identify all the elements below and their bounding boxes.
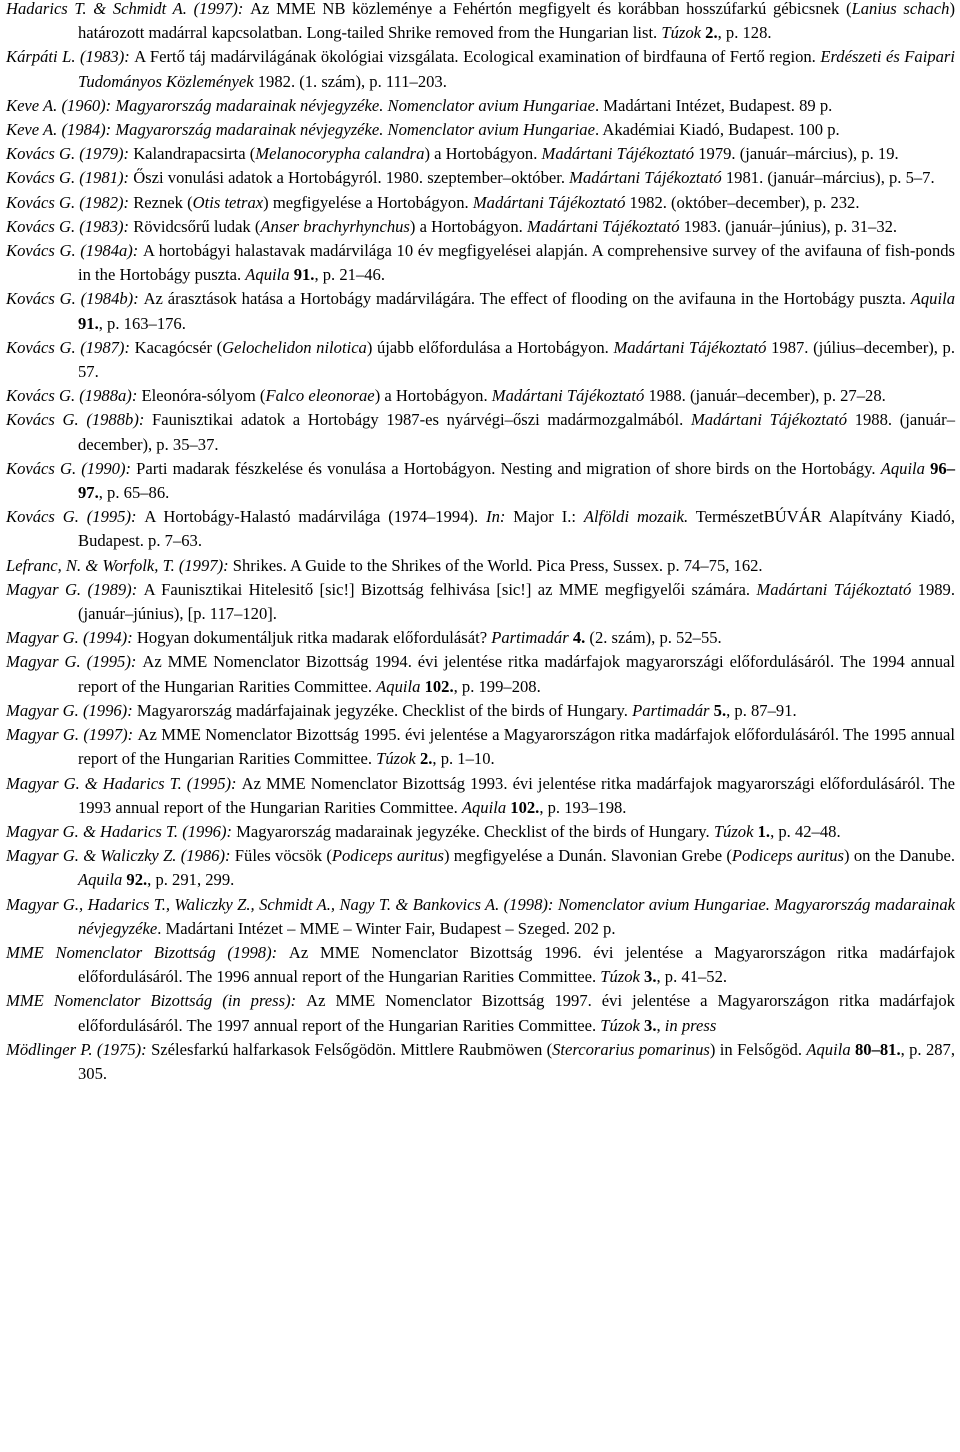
volume-number: 80–81. xyxy=(854,1039,901,1059)
italic-text: Madártani Tájékoztató xyxy=(541,144,699,164)
reference-text: , p. 193–198. xyxy=(539,797,627,817)
italic-text: Melanocorypha calandra xyxy=(255,144,425,164)
volume-number: 2. xyxy=(419,749,433,769)
volume-number: 102. xyxy=(510,797,540,817)
reference-text: , p. 128. xyxy=(717,23,772,43)
reference-text: Kalandrapacsirta ( xyxy=(133,144,256,164)
reference-text: Kacagócsér ( xyxy=(134,337,223,357)
italic-text: Madártani Tájékoztató xyxy=(756,579,918,599)
volume-number: 4. xyxy=(572,628,586,648)
italic-text: Stercorarius pomarinus xyxy=(552,1039,710,1059)
reference-text: Faunisztikai adatok a Hortobágy 1987-es nyárvégi–őszi madármozgalmából. xyxy=(152,410,691,430)
italic-text: Kovács G. (1979): xyxy=(6,144,134,164)
reference-entry xyxy=(6,820,955,844)
reference-entry xyxy=(6,94,955,118)
italic-text: Kovács G. (1990): xyxy=(6,458,137,478)
italic-text: Madártani Tájékoztató xyxy=(569,168,726,188)
reference-text: ) határozott madárral kapcsolatban. Long-tailed Shrike removed from the Hungarian list. xyxy=(78,0,955,43)
italic-text: Keve A. (1984): Magyarország madarainak névjegyzéke. Nomenclator avium Hungariae xyxy=(6,120,595,140)
volume-number: 91. xyxy=(78,313,99,333)
italic-text: Túzok xyxy=(600,967,645,987)
reference-entry xyxy=(6,578,955,626)
reference-text: , p. 1–10. xyxy=(432,749,495,769)
italic-text: Túzok xyxy=(376,749,420,769)
italic-text: Kovács G. (1984a): xyxy=(6,241,143,261)
reference-text: ) in Felsőgöd. xyxy=(709,1039,807,1059)
reference-text: (2. szám), p. 52–55. xyxy=(585,628,722,648)
reference-entry xyxy=(6,239,955,287)
reference-text: Az MME Nomenclator Bizottság 1996. évi jelentése a Magyarországon ritka madárfajok előfordulásáról. The 1996 annual report of the Hungarian Rarities Committee. xyxy=(78,942,956,987)
reference-text: Eleonóra-sólyom ( xyxy=(141,386,266,406)
italic-text: Kovács G. (1988a): xyxy=(6,386,142,406)
reference-entry xyxy=(6,45,955,93)
reference-text: Rövidcsőrű ludak ( xyxy=(133,216,261,236)
reference-text: . Madártani Intézet – MME – Winter Fair, Budapest – Szeged. 202 p. xyxy=(157,918,616,938)
reference-entry xyxy=(6,723,955,771)
italic-text: In: xyxy=(486,507,514,527)
italic-text: Kovács G. (1981): xyxy=(6,168,134,188)
italic-text: MME Nomenclator Bizottság (1998): xyxy=(6,942,289,962)
italic-text: Aquila xyxy=(910,289,955,309)
reference-text: Az MME Nomenclator Bizottság 1997. évi jelentése a Magyarországon ritka madárfajok előfordulásáról. The 1997 annual report of the Hungarian Rarities Committee. xyxy=(78,991,955,1035)
reference-text: Parti madarak fészkelése és vonulása a Hortobágyon. Nesting and migration of shore birds on the Hortobágy. xyxy=(136,458,881,478)
reference-text: A Hortobágy-Halastó madárvilága (1974–1994). xyxy=(144,507,487,527)
reference-entry xyxy=(6,772,955,820)
reference-text: ) a Hortobágyon. xyxy=(409,216,527,236)
reference-entry xyxy=(6,384,955,408)
reference-text: 1979. (január–március), p. 19. xyxy=(698,144,899,164)
reference-entry xyxy=(6,287,955,335)
reference-entry xyxy=(6,166,955,190)
reference-entry xyxy=(6,893,955,941)
reference-text: . Madártani Intézet, Budapest. 89 p. xyxy=(594,95,833,115)
italic-text: Magyar G. (1989): xyxy=(6,579,144,599)
reference-text: Major I.: xyxy=(513,507,584,527)
volume-number: 3. xyxy=(644,967,657,987)
reference-text: Az MME NB közleménye a Fehértón megfigyelt és korábban hosszúfarkú gébicsnek ( xyxy=(250,0,852,18)
reference-text: , p. 199–208. xyxy=(453,676,541,696)
italic-text: Túzok xyxy=(713,821,758,841)
italic-text: Madártani Tájékoztató xyxy=(526,216,684,236)
italic-text: Falco eleonorae xyxy=(265,386,375,406)
reference-text: , p. 287, 305. xyxy=(78,1039,955,1083)
reference-text: 1988. (január–december), p. 27–28. xyxy=(648,386,886,406)
italic-text: Kovács G. (1995): xyxy=(6,507,145,527)
reference-entry xyxy=(6,0,955,45)
italic-text: in press xyxy=(664,1015,717,1035)
reference-text: 1987. (július–december), p. 57. xyxy=(78,337,955,382)
reference-entry xyxy=(6,554,955,578)
italic-text: MME Nomenclator Bizottság (in press): xyxy=(6,991,307,1011)
reference-text: Az MME Nomenclator Bizottság 1994. évi jelentése ritka madárfajok magyarországi előfordulásáról. The 1994 annual report of the Hungarian Rarities Committee. xyxy=(78,652,955,696)
reference-text: , p. 87–91. xyxy=(726,700,797,720)
reference-text: 1988. (január–december), p. 35–37. xyxy=(78,410,955,454)
italic-text: Lanius schach xyxy=(851,0,950,18)
italic-text: Partimadár xyxy=(491,628,573,648)
italic-text: Podiceps auritus xyxy=(731,846,845,866)
reference-text: Magyarország madárfajainak jegyzéke. Checklist of the birds of Hungary. xyxy=(136,700,633,720)
reference-text: Őszi vonulási adatok a Hortobágyról. 1980. szeptember–október. xyxy=(133,168,570,188)
reference-text: , p. 42–48. xyxy=(770,821,841,841)
reference-text: Magyarország madarainak jegyzéke. Checklist of the birds of Hungary. xyxy=(236,821,714,841)
reference-text: ) megfigyelése a Dunán. Slavonian Grebe ( xyxy=(444,846,732,866)
italic-text: Anser brachyrhynchus xyxy=(260,216,410,236)
reference-text: TermészetBÚVÁR Alapítvány Kiadó, Budapest. p. 7–63. xyxy=(78,507,955,551)
reference-text: , p. 41–52. xyxy=(656,967,728,987)
reference-text: , p. 291, 299. xyxy=(147,870,235,890)
italic-text: Kovács G. (1984b): xyxy=(6,289,144,309)
italic-text: Aquila xyxy=(78,870,127,890)
italic-text: Aquila xyxy=(245,265,294,285)
italic-text: Kárpáti L. (1983): xyxy=(6,47,135,67)
italic-text: Túzok xyxy=(600,1015,645,1035)
reference-text: ) a Hortobágyon. xyxy=(424,144,542,164)
italic-text: Aquila xyxy=(376,676,425,696)
volume-number: 5. xyxy=(713,700,727,720)
italic-text: Magyar G. (1997): xyxy=(6,725,138,745)
reference-text: 1983. (január–június), p. 31–32. xyxy=(683,216,898,236)
reference-entry xyxy=(6,408,955,456)
reference-entry xyxy=(6,626,955,650)
reference-text: ) a Hortobágyon. xyxy=(374,386,492,406)
italic-text: Aquila xyxy=(880,458,931,478)
reference-text: Az MME Nomenclator Bizottság 1995. évi jelentése a Magyarországon ritka madárfajok előfordulásáról. The 1995 annual report of the Hungarian Rarities Committee. xyxy=(78,725,955,769)
reference-entry xyxy=(6,336,955,384)
reference-entry xyxy=(6,699,955,723)
italic-text: Magyar G. (1995): xyxy=(6,652,143,672)
reference-entry xyxy=(6,457,955,505)
italic-text: Madártani Tájékoztató xyxy=(472,192,630,212)
reference-text: A Faunisztikai Hitelesitő [sic!] Bizottság felhivása [sic!] az MME megfigyelői számára. xyxy=(143,579,757,599)
italic-text: Aquila xyxy=(461,797,511,817)
italic-text: Madártani Tájékoztató xyxy=(613,337,772,357)
italic-text: Hadarics T. & Schmidt A. (1997): xyxy=(6,0,251,18)
reference-entry xyxy=(6,191,955,215)
italic-text: Kovács G. (1987): xyxy=(6,337,135,357)
volume-number: 91. xyxy=(293,265,315,285)
italic-text: Magyar G. & Hadarics T. (1995): xyxy=(6,773,242,793)
reference-text: 1982. (október–december), p. 232. xyxy=(629,192,860,212)
reference-entry xyxy=(6,650,955,698)
volume-number: 2. xyxy=(705,23,718,43)
reference-text: ) újabb előfordulása a Hortobágyon. xyxy=(366,337,614,357)
italic-text: Keve A. (1960): Magyarország madarainak névjegyzéke. Nomenclator avium Hungariae xyxy=(6,95,595,115)
reference-text: Az árasztások hatása a Hortobágy madárvilágára. The effect of flooding on the avifauna in the Hortobágy puszta. xyxy=(143,289,911,309)
italic-text: Magyar G. & Hadarics T. (1996): xyxy=(6,821,237,841)
volume-number: 1. xyxy=(757,821,771,841)
reference-text: , p. 65–86. xyxy=(98,483,170,503)
italic-text: Erdészeti és Faipari Tudományos Közlemények xyxy=(78,47,955,91)
reference-entry xyxy=(6,844,955,892)
reference-text: 1989. (január–június), [p. 117–120]. xyxy=(78,579,955,624)
volume-number: 92. xyxy=(126,870,148,890)
reference-text: Shrikes. A Guide to the Shrikes of the World. Pica Press, Sussex. p. 74–75, 162. xyxy=(232,555,763,575)
volume-number: 102. xyxy=(424,676,454,696)
italic-text: Kovács G. (1982): xyxy=(6,192,134,212)
italic-text: Gelochelidon nilotica xyxy=(222,337,367,357)
reference-text: Reznek ( xyxy=(133,192,193,212)
italic-text: Aquila xyxy=(806,1039,855,1059)
reference-entry xyxy=(6,505,955,553)
italic-text: Magyar G., Hadarics T., Waliczky Z., Schmidt A., Nagy T. & Bankovics A. (1998): Nomenclator avium Hungariae. Magyarország madarainak névjegyzéke xyxy=(6,894,955,938)
italic-text: Lefranc, N. & Worfolk, T. (1997): xyxy=(6,555,233,575)
italic-text: Partimadár xyxy=(632,700,714,720)
italic-text: Mödlinger P. (1975): xyxy=(6,1039,152,1059)
reference-entry xyxy=(6,989,955,1037)
reference-text: ) megfigyelése a Hortobágyon. xyxy=(263,192,473,212)
reference-text: 1982. (1. szám), p. 111–203. xyxy=(257,71,447,91)
reference-text: . Akadémiai Kiadó, Budapest. 100 p. xyxy=(594,120,840,140)
reference-text: A hortobágyi halastavak madárvilága 10 év megfigyelései alapján. A comprehensive survey of the avifauna of fish-ponds in the Hortobágy puszta. xyxy=(78,241,955,285)
italic-text: Magyar G. & Waliczky Z. (1986): xyxy=(6,846,235,866)
reference-entry xyxy=(6,118,955,142)
reference-text: A Fertő táj madárvilágának ökológiai vizsgálata. Ecological examination of birdfauna of Fertő region. xyxy=(134,47,821,67)
italic-text: Podiceps auritus xyxy=(331,846,444,866)
reference-entry xyxy=(6,215,955,239)
reference-text: ) on the Danube. xyxy=(844,846,956,866)
italic-text: Madártani Tájékoztató xyxy=(491,386,649,406)
reference-text: 1981. (január–március), p. 5–7. xyxy=(725,168,935,188)
reference-entry xyxy=(6,941,955,989)
reference-entry xyxy=(6,1038,955,1086)
reference-text: Hogyan dokumentáljuk ritka madarak előfordulását? xyxy=(136,628,492,648)
volume-number: 3. xyxy=(644,1015,657,1035)
italic-text: Magyar G. (1996): xyxy=(6,700,137,720)
reference-text: Szélesfarkú halfarkasok Felsőgödön. Mittlere Raubmöwen ( xyxy=(151,1039,553,1059)
reference-text: , xyxy=(656,1015,665,1035)
reference-text: Füles vöcsök ( xyxy=(234,846,332,866)
italic-text: Túzok xyxy=(661,23,706,43)
italic-text: Madártani Tájékoztató xyxy=(690,410,855,430)
italic-text: Kovács G. (1988b): xyxy=(6,410,153,430)
volume-number: 96–97. xyxy=(78,458,955,503)
italic-text: Otis tetrax xyxy=(192,192,264,212)
italic-text: Magyar G. (1994): xyxy=(6,628,137,648)
italic-text: Alföldi mozaik. xyxy=(583,507,689,527)
reference-text: , p. 21–46. xyxy=(314,265,385,285)
reference-text: , p. 163–176. xyxy=(98,313,186,333)
italic-text: Kovács G. (1983): xyxy=(6,216,134,236)
reference-entry xyxy=(6,142,955,166)
reference-text: Az MME Nomenclator Bizottság 1993. évi jelentése ritka madárfajok magyarországi előfordulásáról. The 1993 annual report of the Hungarian Rarities Committee. xyxy=(78,773,955,817)
